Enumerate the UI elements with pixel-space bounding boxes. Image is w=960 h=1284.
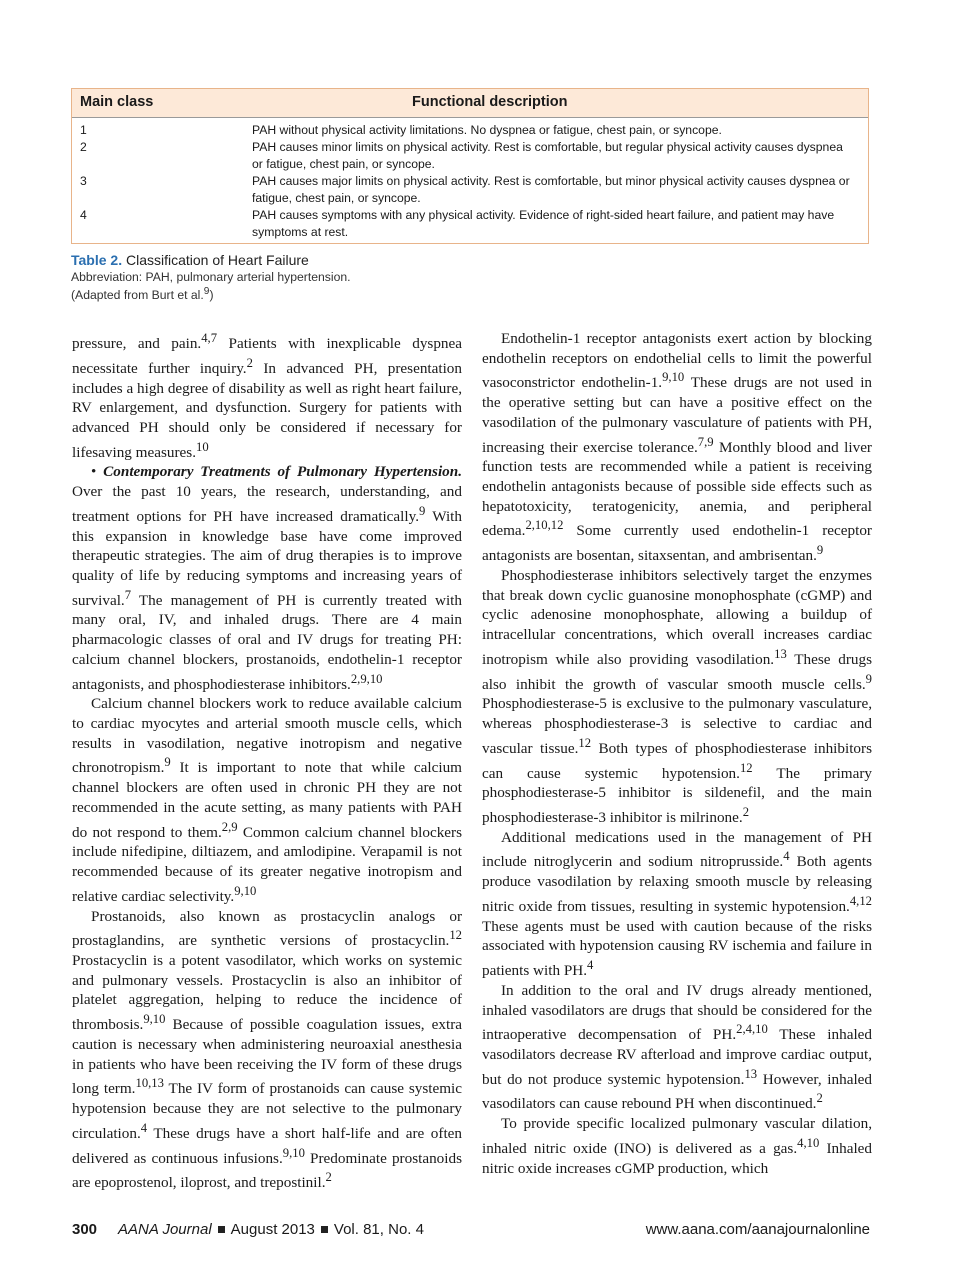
table-caption-label: Table 2. xyxy=(71,252,123,268)
paragraph: Endothelin-1 receptor antagonists exert action by blocking endothelin receptors on endothelial cells to limit the powerful vasoconstrictor endothelin-1.$^{9,10}$ These drugs are not used in the operative setting but can have a positive effect on the vasodilation of the pulmonary vasculature of patients with PH, increasing their exercise tolerance.$^{7,9}$ Monthly blood and liver function tests are recommended while a patient is receiving endothelin antagonists because of possible side effects such as hepatotoxicity, teratogenicity, anemia, and peripheral edema.$^{2,10,12}$ Some currently used endothelin-1 receptor antagonists are bosentan, sitaxsentan, and ambrisentan.$^9$ xyxy=(482,330,873,565)
table-adapted-note xyxy=(71,286,214,302)
paragraph: To provide specific localized pulmonary vascular dilation, inhaled nitric oxide (INO) is delivered as a gas.$^{4,10}$ Inhaled nitric oxide increases cGMP production, which xyxy=(482,1115,873,1177)
row-description: PAH causes major limits on physical activity. Rest is comfortable, but minor physical activity causes dyspnea or fatigue, chest pain, or syncope. xyxy=(252,174,850,205)
volume-info: Vol. 81, No. 4 xyxy=(333,1221,424,1238)
adapted-suffix: ) xyxy=(209,288,214,303)
row-description: PAH causes symptoms with any physical activity. Evidence of right-sided heart failure, and patient may have symptoms at rest. xyxy=(252,208,835,239)
table-caption-text: Classification of Heart Failure xyxy=(125,252,309,268)
page-number: 300 xyxy=(72,1221,98,1238)
left-column xyxy=(72,329,462,1193)
paragraph-text: Over the past 10 years, the research, understanding, and treatment options for PH have increased dramatically.$^9$ With this expansion in knowledge base have come improved therapeutic strategies. The aim of drug therapies is to improve quality of life by reducing symptoms and increasing years of survival.$^7$ The management of PH is currently treated with many oral, IV, and inhaled drugs. There are 4 main pharmacologic classes of oral and IV drugs for treating PH: calcium channel blockers, prostanoids, endothelin-1 receptor antagonists, and phosphodiesterase inhibitors.$^{2,9,10}$ xyxy=(72,483,462,693)
separator-square-icon xyxy=(321,1226,328,1233)
paragraph-section-start: • Contemporary Treatments of Pulmonary Hypertension. Over the past 10 years, the research, understanding, and treatment options for PH have increased dramatically.$^9$ With this expansion in knowledge base have come improved therapeutic strategies. The aim of drug therapies is to improve quality of life by reducing symptoms and increasing years of survival.$^7$ The management of PH is currently treated with many oral, IV, and inhaled drugs. There are 4 main pharmacologic classes of oral and IV drugs for treating PH: calcium channel blockers, prostanoids, endothelin-1 receptor antagonists, and phosphodiesterase inhibitors.$^{2,9,10}$ xyxy=(72,463,462,693)
journal-info xyxy=(118,1221,424,1238)
separator-square-icon xyxy=(218,1226,225,1233)
page-footer xyxy=(72,1221,870,1243)
row-class: 3 xyxy=(80,174,87,188)
row-class: 1 xyxy=(80,123,87,137)
table-header-row xyxy=(72,89,868,118)
adapted-prefix: (Adapted from Burt et al. xyxy=(71,288,204,303)
paragraph: In addition to the oral and IV drugs already mentioned, inhaled vasodilators are drugs that should be considered for the intraoperative decompensation of PH.$^{2,4,10}$ These inhaled vasodilators decrease RV afterload and improve cardiac output, but do not produce systemic hypotension.$^{13}$ However, inhaled vasodilators can cause rebound PH when discontinued.$^2$ xyxy=(482,981,872,1113)
adapted-ref: 9 xyxy=(203,286,210,297)
journal-name: AANA Journal xyxy=(118,1221,212,1238)
paragraph: Phosphodiesterase inhibitors selectively target the enzymes that break down cyclic guanosine monophosphate (cGMP) and cyclic adenosine monophosphate, allowing a buildup of intracellular concentrations, which overall increases cardiac inotropism while also providing vasodilation.$^{13}$ These drugs also inhibit the growth of vascular smooth muscle cells.$^9$ Phosphodiesterase-5 is exclusive to the pulmonary vasculature, whereas phosphodiesterase-3 is selective to cardiac and vascular tissue.$^{12}$ Both types of phosphodiesterase inhibitors can cause systemic hypotension.$^{12}$ The primary phosphodiesterase-5 inhibitor is sildenefil, and the main phosphodiesterase-3 inhibitor is milrinone.$^2$ xyxy=(482,566,872,827)
classification-table xyxy=(71,88,869,244)
paragraph: Calcium channel blockers work to reduce available calcium to cardiac myocytes and arterial smooth muscle cells, which results in vasodilation, negative inotropism and negative chronotropism.$^9$ It is important to note that while calcium channel blockers are often used in chronic PH they are not recommended in the acute setting, as many patients with PAH do not respond to them.$^{2,9}$ Common calcium channel blockers include nifedipine, diltiazem, and amlodipine. Verapamil is not recommended because of its greater negative inotropism and relative cardiac selectivity.$^{9,10}$ xyxy=(72,695,463,905)
paragraph: Prostanoids, also known as prostacyclin analogs or prostaglandins, are synthetic versions of prostacyclin.$^{12}$ Prostacyclin is a potent vasodilator, which works on systemic and pulmonary vessels. Prostacyclin is also an inhibitor of platelet aggregation, helping to reduce the incidence of thrombosis.$^{9,10}$ Because of possible coagulation issues, extra caution is necessary when administering neuroaxial anesthesia in patients who have been receiving the IV form of these drugs long term.$^{10,13}$ The IV form of prostanoids can cause systemic hypotension because they are not selective to the pulmonary circulation.$^4$ These drugs have a short half-life and are often delivered as continuous infusions.$^{9,10}$ Predominate prostanoids are epoprostenol, iloprost, and trepostinil.$^2$ xyxy=(72,907,462,1192)
row-class: 4 xyxy=(80,208,87,222)
header-functional-description: Functional description xyxy=(412,94,568,110)
row-description: PAH causes minor limits on physical activity. Rest is comfortable, but regular physical activity causes dyspnea or fatigue, chest pain, or syncope. xyxy=(252,140,843,171)
section-heading: Contemporary Treatments of Pulmonary Hypertension. xyxy=(103,463,462,481)
row-description: PAH without physical activity limitations. No dyspnea or fatigue, chest pain, or syncope. xyxy=(252,123,722,137)
journal-url[interactable]: www.aana.com/aanajournalonline xyxy=(645,1221,870,1238)
issue-date: August 2013 xyxy=(230,1221,315,1238)
right-column xyxy=(482,329,872,1178)
paragraph: pressure, and pain.$^{4,7}$ Patients with inexplicable dyspnea necessitate further inquiry.$^2$ In advanced PH, presentation includes a high degree of disability as well as right heart failure, RV enlargement, and dysfunction. Surgery for patients with advanced PH should only be considered if necessary for lifesaving measures.$^{10}$ xyxy=(72,331,462,461)
table-caption-title xyxy=(71,252,309,268)
row-class: 2 xyxy=(80,140,87,154)
header-main-class: Main class xyxy=(80,94,154,110)
paragraph: Additional medications used in the management of PH include nitroglycerin and sodium nitroprusside.$^4$ Both agents produce vasodilation by relaxing smooth muscle by releasing nitric oxide from tissues, resulting in systemic hypotension.$^{4,12}$ These agents must be used with caution because of the risks associated with hypotension causing RV ischemia and failure in patients with PH.$^4$ xyxy=(482,828,872,980)
table-abbreviation: Abbreviation: PAH, pulmonary arterial hypertension. xyxy=(71,270,351,284)
